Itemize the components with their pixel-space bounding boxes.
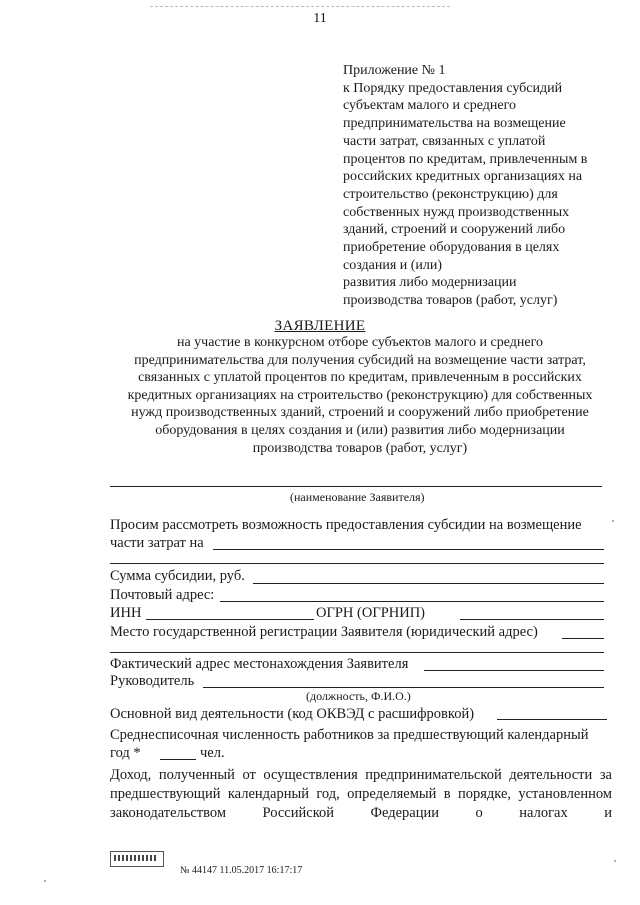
main-activity-field[interactable]: [497, 719, 607, 720]
subtitle-line: предпринимательства для получения субсидий на возмещение части затрат,: [134, 352, 586, 368]
subtitle-line: производства товаров (работ, услуг): [252, 440, 468, 456]
appendix-line: процентов по кредитам, привлеченным в: [343, 151, 588, 167]
scan-speck: [612, 520, 614, 522]
appendix-line: зданий, строений и сооружений либо: [343, 222, 566, 238]
cost-purpose-field[interactable]: [213, 549, 604, 550]
income-paragraph: Доход, полученный от осуществления предпринимательской деятельности за предшествующий календарный год, определяемый в порядке, установленном законодательством Российской Федерации о налогах и: [110, 767, 612, 821]
application-title: ЗАЯВЛЕНИЕ: [274, 318, 366, 334]
head-label: Руководитель: [110, 673, 195, 689]
top-scan-rule: [150, 6, 450, 7]
actual-address-field[interactable]: [424, 670, 604, 671]
appendix-line: Приложение № 1: [343, 63, 446, 78]
request-text-line1: Просим рассмотреть возможность предоставления субсидии на возмещение: [110, 517, 582, 533]
headcount-label: Среднесписочная численность работников за предшествующий календарный: [110, 727, 589, 743]
subsidy-amount-field[interactable]: [253, 583, 604, 584]
postal-address-label: Почтовый адрес:: [110, 587, 215, 603]
subsidy-amount-label: Сумма субсидии, руб.: [110, 568, 245, 584]
main-activity-label: Основной вид деятельности (код ОКВЭД с расшифровкой): [110, 706, 475, 722]
appendix-header: [343, 62, 587, 310]
appendix-line: к Порядку предоставления субсидий: [343, 80, 563, 96]
appendix-line: субъектам малого и среднего: [343, 98, 516, 114]
applicant-name-caption: (наименование Заявителя): [290, 490, 425, 504]
appendix-line: российских кредитных организациях на: [343, 169, 583, 185]
appendix-line: производства товаров (работ, услуг): [343, 293, 558, 309]
page-number: 11: [313, 11, 327, 26]
cost-purpose-field-continued[interactable]: [110, 563, 604, 564]
registry-stamp-icon: [110, 851, 164, 867]
postal-address-field[interactable]: [220, 601, 604, 602]
appendix-line: строительство (реконструкцию) для: [343, 186, 558, 202]
head-caption: (должность, Ф.И.О.): [306, 689, 411, 703]
inn-label: ИНН: [110, 605, 142, 621]
appendix-line: развития либо модернизации: [343, 275, 517, 291]
headcount-year-label: год *: [110, 745, 141, 761]
applicant-name-field[interactable]: [110, 486, 602, 487]
appendix-line: предпринимательства на возмещение: [343, 116, 566, 132]
subtitle-line: кредитных организациях на строительство (реконструкцию) для собственных: [127, 387, 593, 403]
scan-speck: [44, 880, 46, 882]
ogrn-label: ОГРН (ОГРНИП): [316, 605, 426, 621]
subtitle-line: нужд производственных зданий, строений и сооружений либо приобретение: [131, 405, 589, 421]
appendix-line: собственных нужд производственных: [343, 204, 570, 220]
document-registration-stamp: № 44147 11.05.2017 16:17:17: [180, 865, 303, 876]
appendix-line: создания и (или): [343, 257, 443, 273]
application-subtitle: [80, 334, 640, 457]
registration-place-label: Место государственной регистрации Заявителя (юридический адрес): [110, 624, 538, 640]
subtitle-line: связанных с уплатой процентов по кредитам, привлеченным в российских: [138, 370, 582, 386]
subtitle-line: оборудования в целях создания и (или) развития либо модернизации: [155, 422, 565, 438]
scan-speck: [614, 860, 616, 862]
registration-place-field-continued[interactable]: [110, 652, 604, 653]
actual-address-label: Фактический адрес местонахождения Заявителя: [110, 656, 409, 672]
appendix-line: приобретение оборудования в целях: [343, 240, 560, 256]
headcount-unit: чел.: [200, 745, 225, 761]
ogrn-field[interactable]: [460, 619, 604, 620]
head-field[interactable]: [203, 687, 604, 688]
request-text-line2: части затрат на: [110, 535, 204, 551]
inn-field[interactable]: [146, 619, 314, 620]
appendix-line: части затрат, связанных с уплатой: [343, 133, 546, 149]
registration-place-field[interactable]: [562, 638, 604, 639]
subtitle-line: на участие в конкурсном отборе субъектов малого и среднего: [176, 335, 544, 350]
headcount-field[interactable]: [160, 759, 196, 760]
